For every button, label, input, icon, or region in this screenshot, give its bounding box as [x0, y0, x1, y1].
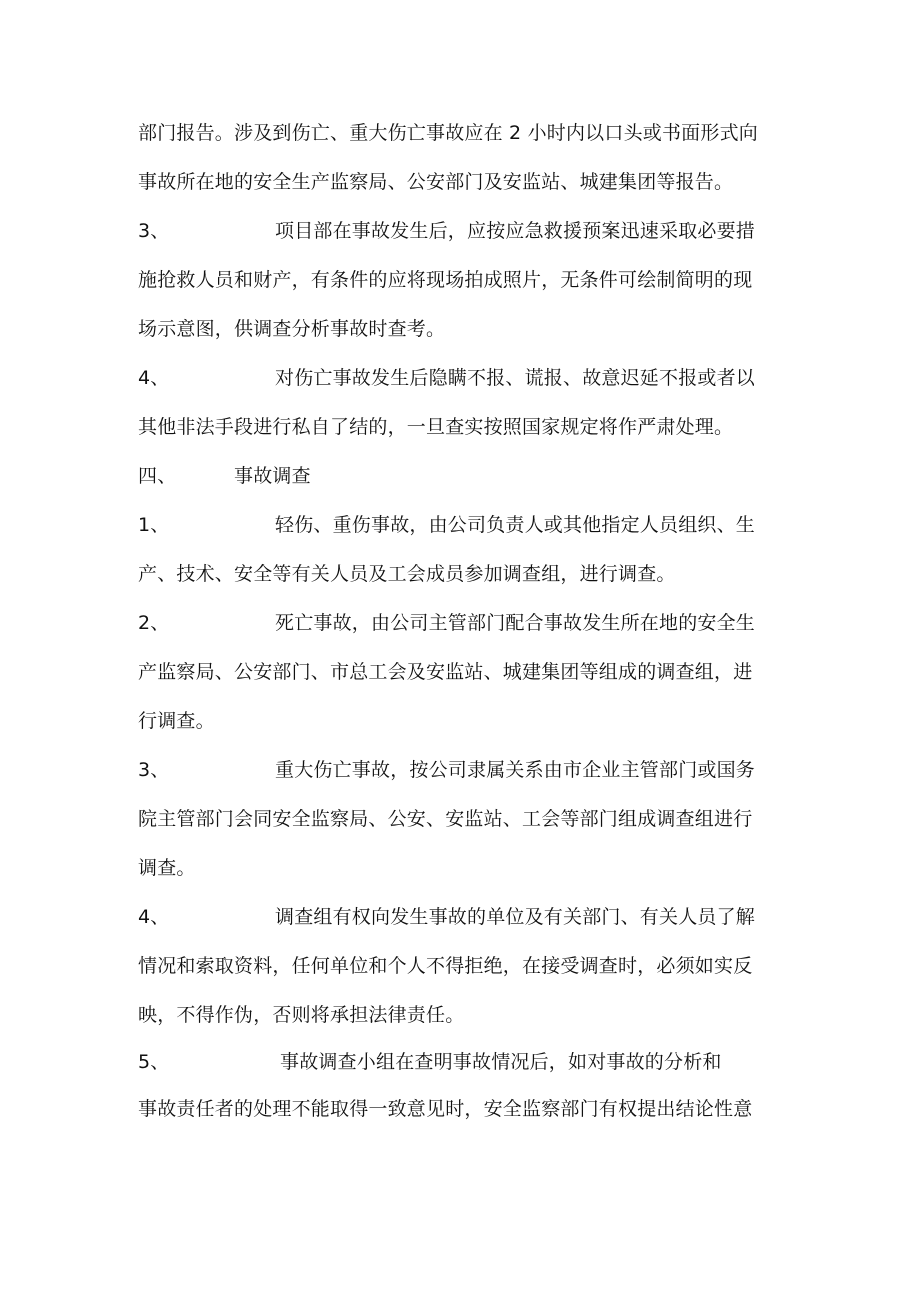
list-marker: 4、 [138, 906, 170, 928]
list-marker: 4、 [138, 367, 170, 389]
text-line: 调查。 [138, 857, 196, 879]
text-line: 情况和索取资料，任何单位和个人不得拒绝，在接受调查时，必须如实反 [138, 955, 753, 977]
list-item-4b: 4、 调查组有权向发生事故的单位及有关部门、有关人员了解 [138, 906, 756, 928]
list-marker: 3、 [138, 759, 170, 781]
list-item-5: 5、 事故调查小组在查明事故情况后，如对事故的分析和 [138, 1051, 722, 1073]
text-line: 场示意图，供调查分析事故时查考。 [138, 318, 446, 340]
list-item-1: 1、 轻伤、重伤事故，由公司负责人或其他指定人员组织、生 [138, 514, 756, 536]
list-item-3b: 3、 重大伤亡事故，按公司隶属关系由市企业主管部门或国务 [138, 759, 756, 781]
list-item-2: 2、 死亡事故，由公司主管部门配合事故发生所在地的安全生 [138, 612, 756, 634]
list-item-3: 3、 项目部在事故发生后，应按应急救援预案迅速采取必要措 [138, 220, 756, 242]
text-line: 行调查。 [138, 710, 215, 732]
text-line: 施抢救人员和财产，有条件的应将现场拍成照片，无条件可绘制简明的现 [138, 269, 753, 291]
list-marker: 2、 [138, 612, 170, 634]
section-heading: 四、 事故调查 [138, 465, 311, 487]
text-line: 院主管部门会同安全监察局、公安、安监站、工会等部门组成调查组进行 [138, 808, 753, 830]
text-line: 其他非法手段进行私自了结的，一旦查实按照国家规定将作严肃处理。 [138, 416, 734, 438]
text-line: 映，不得作伪，否则将承担法律责任。 [138, 1004, 465, 1026]
list-item-4: 4、 对伤亡事故发生后隐瞒不报、谎报、故意迟延不报或者以 [138, 367, 756, 389]
list-marker: 1、 [138, 514, 170, 536]
list-marker: 5、 [138, 1051, 170, 1073]
text-line: 部门报告。涉及到伤亡、重大伤亡事故应在 2 小时内以口头或书面形式向 [138, 122, 758, 144]
section-marker: 四、 [138, 465, 177, 487]
text-line: 事故所在地的安全生产监察局、公安部门及安监站、城建集团等报告。 [138, 171, 734, 193]
text-line: 产监察局、公安部门、市总工会及安监站、城建集团等组成的调查组，进 [138, 661, 753, 683]
text-line: 产、技术、安全等有关人员及工会成员参加调查组，进行调查。 [138, 563, 676, 585]
list-marker: 3、 [138, 220, 170, 242]
text-line: 事故责任者的处理不能取得一致意见时，安全监察部门有权提出结论性意 [138, 1098, 753, 1120]
